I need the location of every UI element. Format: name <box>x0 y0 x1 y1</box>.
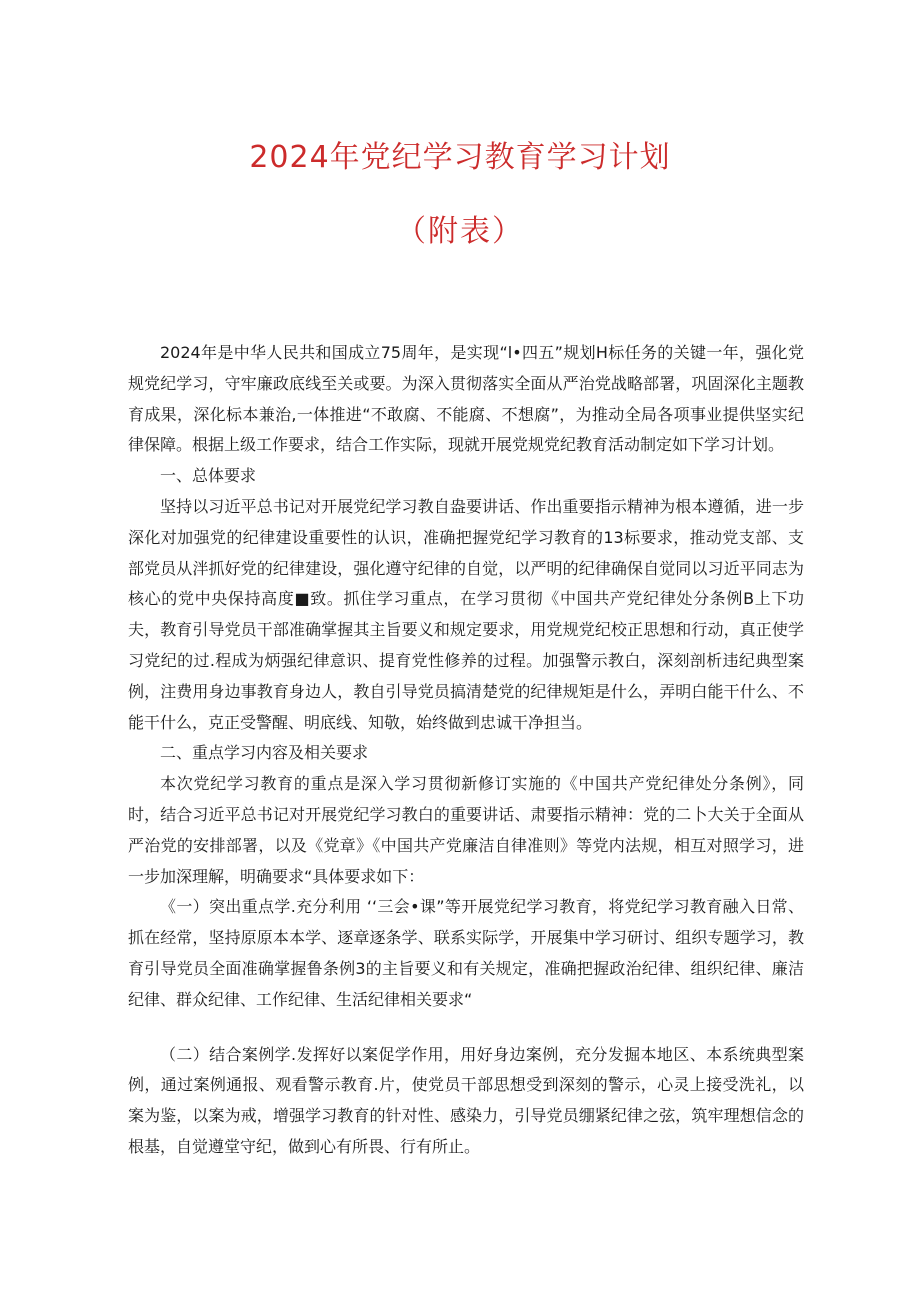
section-heading-2: 二、重点学习内容及相关要求 <box>160 743 369 763</box>
item-2-paragraph: （二）结合案例学.发挥好以案促学作用，用好身边案例，充分发掘本地区、本系统典型案例，通过案例通报、观看警示教育.片，使党员干部思想受到深刻的警示，心灵上接受洗礼，以案为鉴，以案为戒，增强学习教育的针对性、感染力，引导党员绷紧纪律之弦，筑牢理想信念的根基，自觉遵堂守纪，做到心有所畏、行有所止。 <box>128 1044 804 1156</box>
document-body <box>128 338 804 1163</box>
section-1-paragraph: 坚持以习近平总书记对开展党纪学习教自盎要讲话、作出重要指示精神为根本遵循，进一步深化对加强党的纪律建设重要性的认识，准确把握党纪学习教育的13标要求，推动党支部、支部党员从泮抓好党的纪律建设，强化遵守纪律的自觉，以严明的纪律确保自觉同以习近平同志为核心的党中央保持高度■致。抓住学习重点，在学习贯彻《中国共产党纪律处分条例B上下功夫，教育引导党员干部准确掌握其主旨要义和规定要求，用党规党纪校正思想和行动，真正使学习党纪的过.程成为炳强纪律意识、提育党性修养的过程。加强警示教白，深刻剖析违纪典型案例，注费用身边事教育身边人，教自引导党员搞清楚党的纪律规矩是什么，弄明白能干什么、不能干什么，克正受警醒、明底线、知敬，始终做到忠诚干净担当。 <box>128 496 804 732</box>
intro-paragraph: 2024年是中华人民共和国成立75周年，是实现“l•四五”规划H标任务的关键一年，强化党规党纪学习，守牢廉政底线至关或要。为深入贯彻落实全面从严治党战略部署，巩固深化主题教育成果，深化标本兼治,一体推进“不敢腐、不能腐、不想腐”，为推动全局各项事业提供坚实纪律保障。根据上级工作要求，结合工作实际，现就开展党规党纪教育活动制定如下学习计划。 <box>128 343 804 455</box>
document-subtitle: （附表） <box>396 214 524 249</box>
section-heading-1: 一、总体要求 <box>160 466 257 486</box>
section-2-paragraph: 本次党纪学习教育的重点是深入学习贯彻新修订实施的《中国共产党纪律处分条例》，同时，结合习近平总书记对开展党纪学习教白的重要讲话、肃要指示精神：党的二卜大关于全面从严治党的安排部署，以及《党章》《中国共产党廉洁自律准则》等党内法规，相互对照学习，进一步加深理解，明确要求“具体要求如下： <box>128 774 804 886</box>
document-title: 2024年党纪学习教育学习计划 <box>249 140 671 175</box>
item-1-paragraph: 《一）突出重点学.充分利用 ‘‘三会•课”等开展党纪学习教育，将党纪学习教育融入日常、抓在经常，坚持原原本本学、逐章逐条学、联系实际学，开展集中学习研讨、组织专题学习，教育引导党员全面准确掌握鲁条例3的主旨要义和有关规定，准确把握政治纪律、组织纪律、廉洁纪律、群众纪律、工作纪律、生活纪律相关要求“ <box>128 897 804 1009</box>
